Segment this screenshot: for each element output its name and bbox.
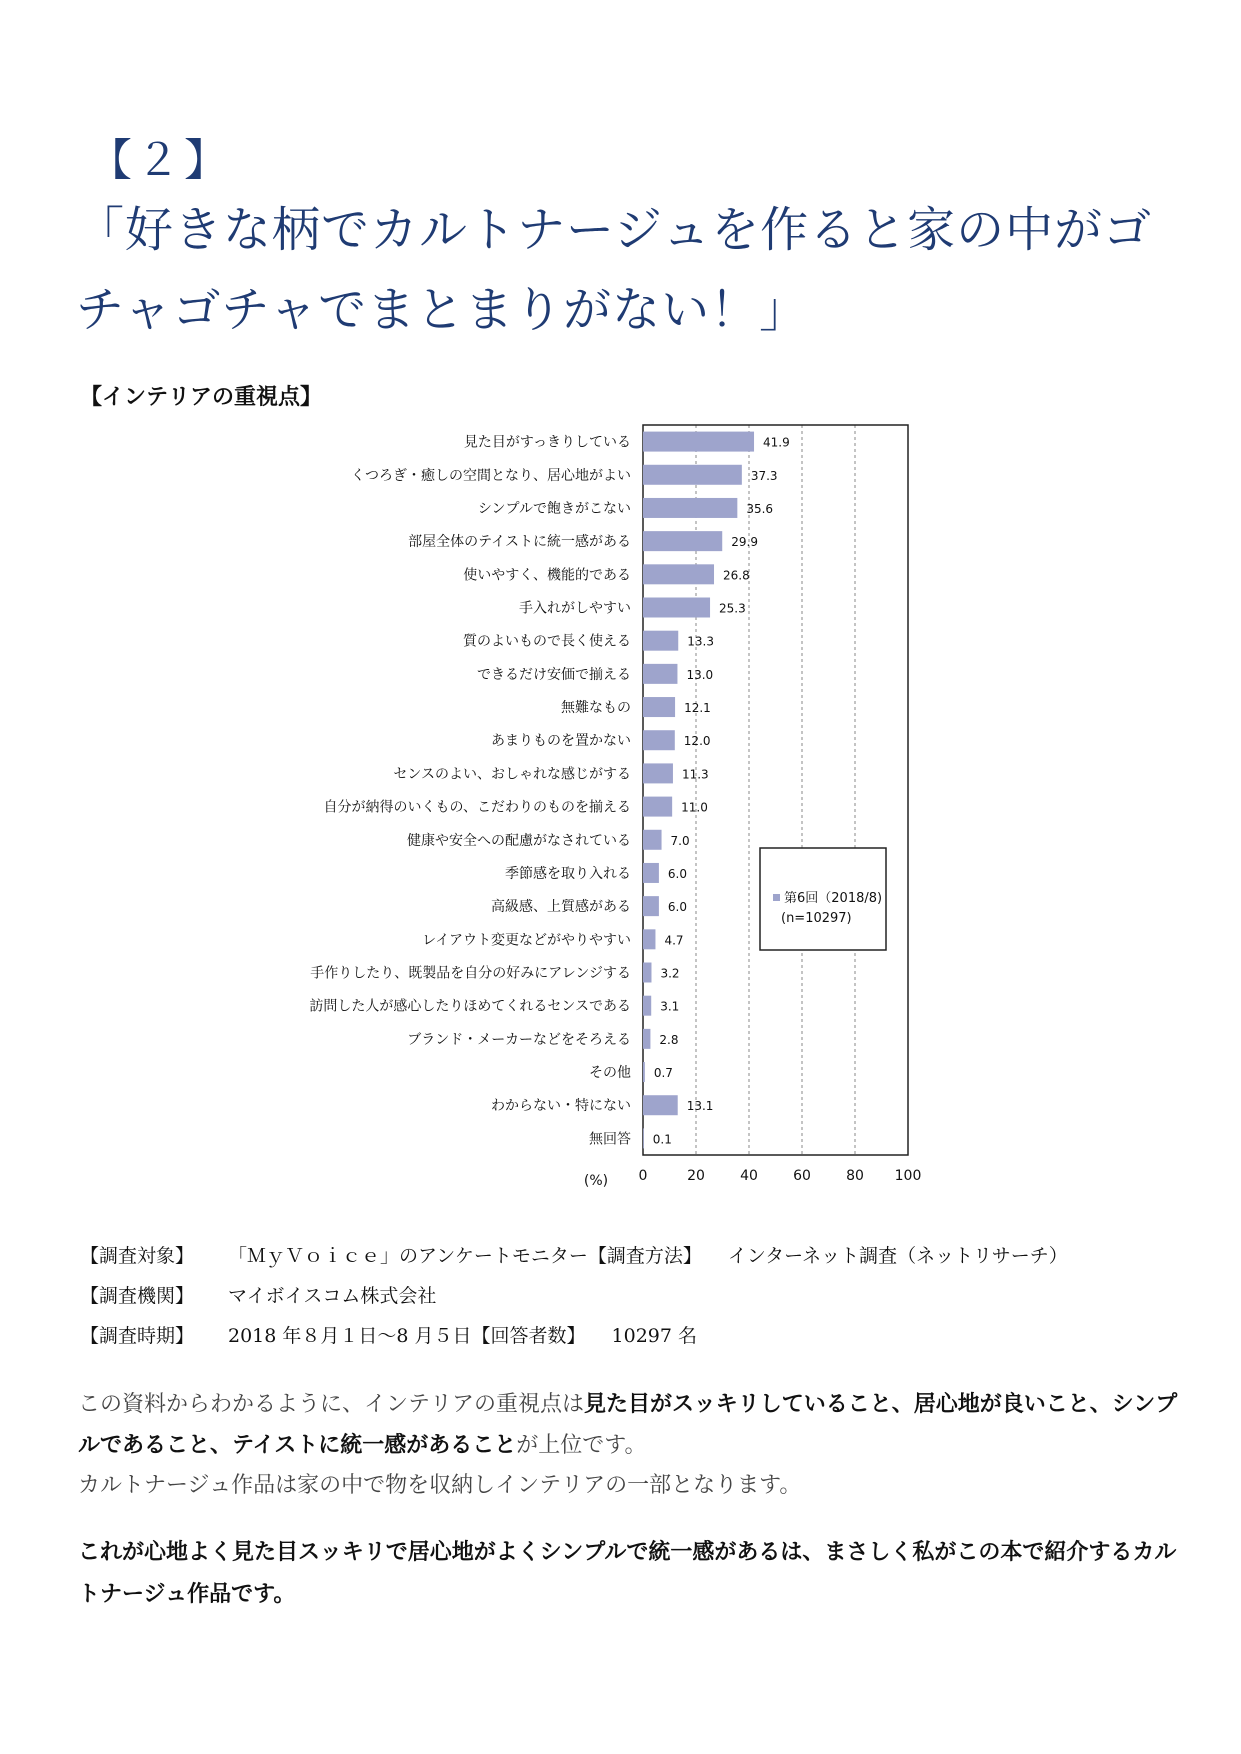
- bar-9: [643, 697, 675, 717]
- respondents-value: 10297 名: [611, 1325, 698, 1347]
- respondents-label: 【回答者数】: [471, 1325, 586, 1347]
- value-label-18: 3.1: [660, 999, 680, 1014]
- value-label-12: 11.0: [681, 800, 708, 815]
- meta-row-period: [80, 1316, 1068, 1356]
- category-label-22: 無回答: [589, 1131, 631, 1148]
- category-label-8: できるだけ安価で揃える: [477, 666, 631, 683]
- x-tick-label-20: 20: [687, 1168, 705, 1184]
- x-tick-label-80: 80: [846, 1168, 864, 1184]
- category-label-11: センスのよい、おしゃれな感じがする: [393, 766, 631, 783]
- method-value: インターネット調査（ネットリサーチ）: [727, 1245, 1068, 1267]
- category-label-14: 季節感を取り入れる: [505, 865, 631, 882]
- bar-1: [643, 432, 754, 452]
- section-number: 【２】: [88, 135, 232, 186]
- category-label-10: あまりものを置かない: [491, 733, 631, 750]
- category-label-4: 部屋全体のテイストに統一感がある: [408, 534, 631, 551]
- body-p1-a: この資料からわかるように、インテリアの重視点は: [78, 1392, 585, 1417]
- bar-15: [643, 896, 659, 916]
- period-label: 【調査時期】: [80, 1325, 195, 1347]
- category-label-18: 訪問した人が感心したりほめてくれるセンスである: [309, 998, 631, 1015]
- value-label-2: 37.3: [750, 468, 778, 483]
- bar-5: [643, 564, 714, 584]
- bar-21: [643, 1095, 678, 1115]
- body-line-2: カルトナージュ作品は家の中で物を収納しインテリアの一部となります。: [78, 1473, 802, 1498]
- value-label-13: 7.0: [670, 833, 690, 848]
- body-line-1: [78, 1384, 1178, 1466]
- category-label-9: 無難なもの: [561, 700, 631, 717]
- bar-22: [643, 1128, 644, 1148]
- category-label-19: ブランド・メーカーなどをそろえる: [407, 1031, 631, 1048]
- legend-note: (n=10297): [781, 911, 852, 926]
- target-label: 【調査対象】: [80, 1245, 195, 1267]
- bar-19: [643, 1029, 650, 1049]
- body-paragraph: [78, 1384, 1178, 1506]
- category-label-12: 自分が納得のいくもの、こだわりのものを揃える: [323, 799, 631, 816]
- bar-13: [643, 830, 662, 850]
- value-label-11: 11.3: [681, 767, 709, 782]
- value-label-6: 25.3: [719, 601, 746, 616]
- category-label-3: シンプルで飽きがこない: [477, 500, 631, 517]
- category-label-13: 健康や安全への配慮がなされている: [407, 832, 631, 849]
- x-tick-label-40: 40: [740, 1168, 758, 1184]
- bar-8: [643, 664, 677, 684]
- bar-14: [643, 863, 659, 883]
- org-label: 【調査機関】: [80, 1285, 195, 1307]
- org-value: マイボイスコム株式会社: [228, 1285, 437, 1307]
- x-tick-label-60: 60: [793, 1168, 811, 1184]
- category-label-5: 使いやすく、機能的である: [463, 567, 631, 584]
- category-label-16: レイアウト変更などがやりやすい: [422, 932, 631, 949]
- closing-paragraph: これが心地よく見た目スッキリで居心地がよくシンプルで統一感があるは、まさしく私がこの本で紹介するカルトナージュ作品です。: [78, 1540, 1177, 1607]
- x-tick-label-100: 100: [894, 1168, 922, 1184]
- period-value: 2018 年８月１日～8 月５日: [228, 1325, 472, 1347]
- method-label: 【調査方法】: [587, 1245, 702, 1267]
- target-value: 「ＭｙＶｏｉｃｅ」のアンケートモニター: [228, 1245, 588, 1267]
- category-label-7: 質のよいもので長く使える: [463, 633, 631, 650]
- value-label-3: 35.6: [746, 501, 774, 516]
- value-label-14: 6.0: [667, 866, 687, 881]
- meta-row-org: [80, 1276, 1068, 1316]
- page-title: 「好きな柄でカルトナージュを作ると家の中がゴチャゴチャでまとまりがない！」: [76, 202, 1153, 338]
- value-label-5: 26.8: [723, 568, 750, 583]
- chart-heading: 【インテリアの重視点】: [80, 385, 323, 410]
- bar-4: [643, 531, 722, 551]
- value-label-22: 0.1: [652, 1132, 672, 1147]
- category-label-1: 見た目がすっきりしている: [463, 434, 631, 451]
- bar-6: [643, 598, 710, 618]
- body-p1-highlight: 見た目がスッキリしていること、居心地が良いこと、シンプルであること、テイストに統一感があること: [78, 1391, 1178, 1458]
- value-label-1: 41.9: [763, 435, 790, 450]
- value-label-19: 2.8: [659, 1032, 679, 1047]
- legend-series-label: 第6回（2018/8): [784, 891, 883, 906]
- bar-11: [643, 763, 673, 783]
- value-label-15: 6.0: [667, 900, 687, 915]
- bar-2: [643, 465, 742, 485]
- value-label-17: 3.2: [660, 966, 680, 981]
- legend-swatch: [773, 894, 780, 901]
- category-label-15: 高級感、上質感がある: [491, 899, 631, 916]
- x-tick-label-0: 0: [638, 1168, 648, 1184]
- value-label-10: 12.0: [683, 734, 711, 749]
- bar-7: [643, 631, 678, 651]
- category-label-21: わからない・特にない: [491, 1098, 631, 1115]
- bar-17: [643, 963, 651, 983]
- value-label-9: 12.1: [684, 701, 711, 716]
- value-label-4: 29.9: [731, 535, 758, 550]
- value-label-7: 13.3: [687, 634, 714, 649]
- value-label-20: 0.7: [653, 1066, 673, 1081]
- bar-10: [643, 730, 675, 750]
- value-label-8: 13.0: [686, 667, 714, 682]
- category-label-17: 手作りしたり、既製品を自分の好みにアレンジする: [310, 965, 631, 982]
- bar-20: [643, 1062, 645, 1082]
- bar-16: [643, 929, 655, 949]
- category-label-6: 手入れがしやすい: [519, 600, 631, 617]
- category-label-20: その他: [589, 1065, 631, 1082]
- category-label-2: くつろぎ・癒しの空間となり、居心地がよい: [351, 467, 631, 484]
- survey-meta: [80, 1236, 1068, 1356]
- body-p1-c: が上位です。: [516, 1433, 647, 1458]
- bar-3: [643, 498, 737, 518]
- bar-18: [643, 996, 651, 1016]
- meta-row-target: [80, 1236, 1068, 1276]
- x-axis-label: (%): [583, 1173, 609, 1189]
- bar-12: [643, 797, 672, 817]
- value-label-21: 13.1: [686, 1099, 714, 1114]
- value-label-16: 4.7: [664, 933, 684, 948]
